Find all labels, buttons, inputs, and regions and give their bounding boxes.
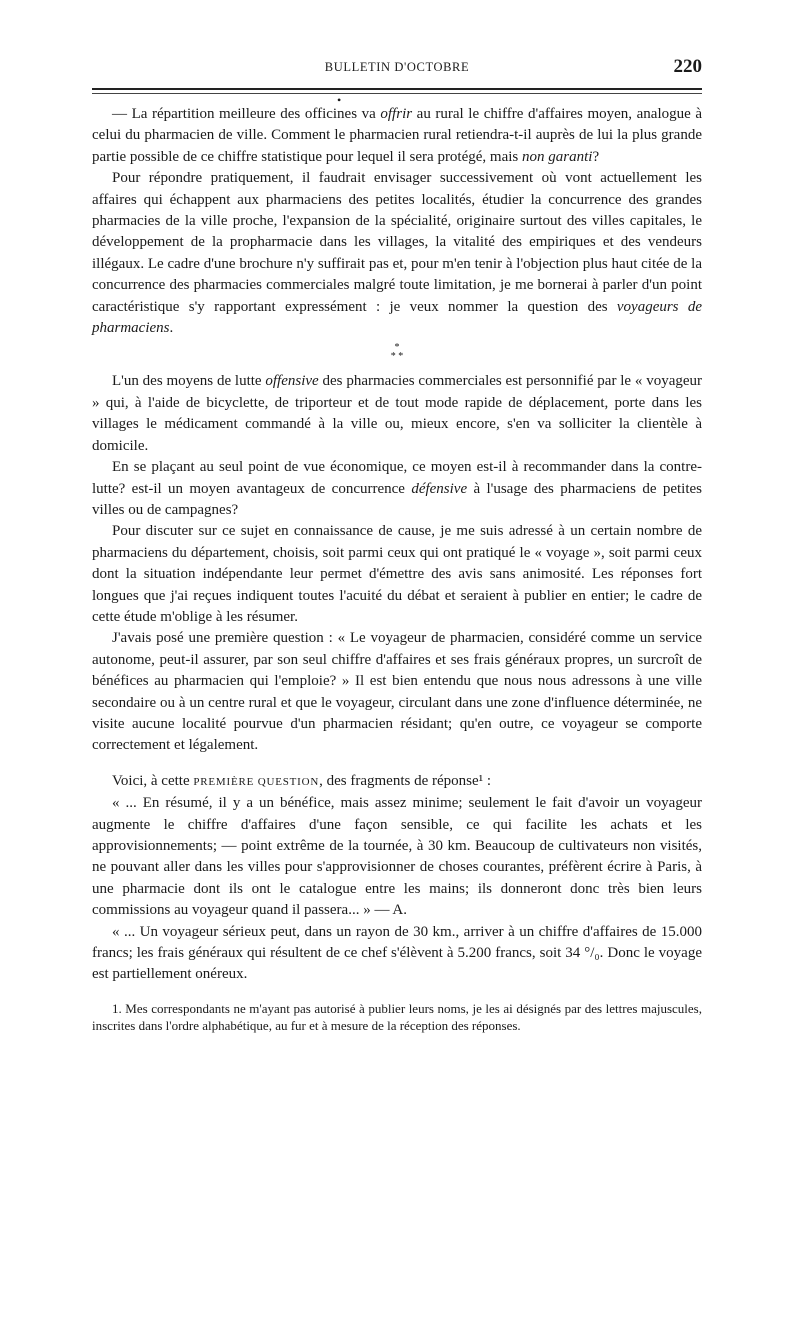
text-run: En se plaçant au seul point de vue économique, ce moyen est-il à recommander dans la contre-lutte? est-il un moyen avantageux de concurrence	[92, 459, 702, 497]
quote-a: « ... En résumé, il y a un bénéfice, mais assez minime; seulement le fait d'avoir un voyageur augmente le chiffre d'affaires d'une façon sensible, ce qui facilite les achats et les approvisionnements; — point extrême de la tournée, à 30 km. Beaucoup de cultivateurs non visités, ne pouvant aller dans les villes pour s'approvisionner de choses courantes, préfèrent écrire à Paris, à une pharmacie dont ils ont le catalogue entre les mains; ils donneront donc très bien leurs commissions au voyageur quand il passera... » — A.	[92, 795, 702, 919]
quote-b: « ... Un voyageur sérieux peut, dans un rayon de 30 km., arriver à un chiffre d'affaires de 15.000 francs; les frais généraux qui résultent de ce chef s'élèvent à 5.200 francs, soit 34 °/₀. Donc le voyage est partiellement onéreux.	[92, 923, 702, 983]
page-number: 220	[673, 56, 702, 77]
paragraph-3	[92, 371, 702, 457]
footnote-text: 1. Mes correspondants ne m'ayant pas autorisé à publier leurs noms, je les ai désignés par des lettres majuscules, inscrites dans l'ordre alphabétique, au fur et à mesure de la réception des réponses.	[92, 1000, 702, 1033]
running-title: BULLETIN D'OCTOBRE	[324, 60, 470, 74]
text-run: Pour répondre pratiquement, il faudrait envisager successivement où vont actuellement les affaires qui échappent aux pharmaciens des petites localités, étudier la concurrence des grandes pharmacies de la ville proche, l'expansion de la spécialité, originaire surtout des villes capitales, le développement de la propharmacie dans les villages, la vitalité des empiriques et des vendeurs illégaux. Le cadre d'une brochure n'y suffirait pas et, pour m'en tenir à l'objection plus haut citée de la concurrence des pharmacies commerciales malgré toute limitation, je me bornerai à parler d'un point caractéristique s'y rapportant expressément : je veux nommer la question des	[92, 170, 702, 315]
asterism	[92, 343, 702, 361]
spacer	[92, 757, 702, 771]
header-rule-thick	[92, 88, 702, 90]
italic-run: non garanti	[522, 148, 593, 165]
asterism-top: *	[394, 342, 400, 354]
text-run: — La répartition meilleure des officines va	[112, 106, 381, 122]
text-run: au rural le chiffre d'affaires moyen, analogue à celui du pharmacien de ville. Comment le pharmacien rural retiendra-t-il auprès de lui la plus grande partie possible de ce chiffre statistique pour lequel il sera protégé, mais	[92, 106, 703, 165]
text-run: ?	[592, 148, 600, 165]
header-rule-thin	[92, 93, 702, 94]
paragraph-2	[92, 168, 702, 339]
italic-run: offensive	[265, 373, 319, 390]
small-caps-run: PREMIÈRE QUESTION	[193, 775, 320, 788]
text-run: Voici, à cette	[112, 772, 194, 789]
italic-run: voyageurs de pharmaciens	[92, 298, 702, 337]
asterism-bottom: * *	[390, 351, 404, 363]
paragraph-7	[92, 771, 702, 793]
paragraph-1	[92, 104, 702, 168]
text-run: à l'usage des pharmaciens de petites villes ou de campagnes?	[92, 480, 702, 518]
separator-dot: •	[337, 93, 342, 107]
text-run: L'un des moyens de lutte	[112, 373, 266, 390]
italic-run: offrir	[380, 106, 413, 122]
text-run: des pharmacies commerciales est personnifié par le « voyageur » qui, à l'aide de bicyclette, de triporteur et de tout mode rapide de déplacement, porte dans les villages le médicament commandé à la ville ou, mieux encore, s'en va solliciter la clientèle à domicile.	[92, 373, 703, 454]
body-text	[92, 104, 702, 1034]
paragraph-4	[92, 457, 702, 521]
page-header	[92, 58, 702, 82]
italic-run: défensive	[411, 480, 468, 497]
footnote	[92, 1000, 702, 1034]
text-run: .	[169, 320, 174, 337]
text-run: , des fragments de réponse¹ :	[319, 772, 492, 789]
paragraph-5: Pour discuter sur ce sujet en connaissance de cause, je me suis adressé à un certain nombre de pharmaciens du département, choisis, soit parmi ceux qui ont pratiqué le « voyage », soit parmi ceux dont la situation indépendante leur permet d'émettre des avis sans animosité. Les réponses fort longues que j'ai reçues indiquent toutes l'acuité du débat et seraient à publier en entier; le cadre de cette étude m'oblige à les résumer.	[92, 523, 702, 625]
paragraph-6: J'avais posé une première question : « Le voyageur de pharmacien, considéré comme un service autonome, peut-il assurer, par son seul chiffre d'affaires et ses frais généraux propres, un surcroît de bénéfices au pharmacien qui l'emploie? » Il est bien entendu que nous nous adressons à une ville secondaire ou à un centre rural et que le voyageur, circulant dans une zone d'influence déterminée, ne visite aucune localité pourvue d'un pharmacien résidant; qu'en outre, ce voyageur se comporte correctement et légalement.	[92, 630, 702, 754]
